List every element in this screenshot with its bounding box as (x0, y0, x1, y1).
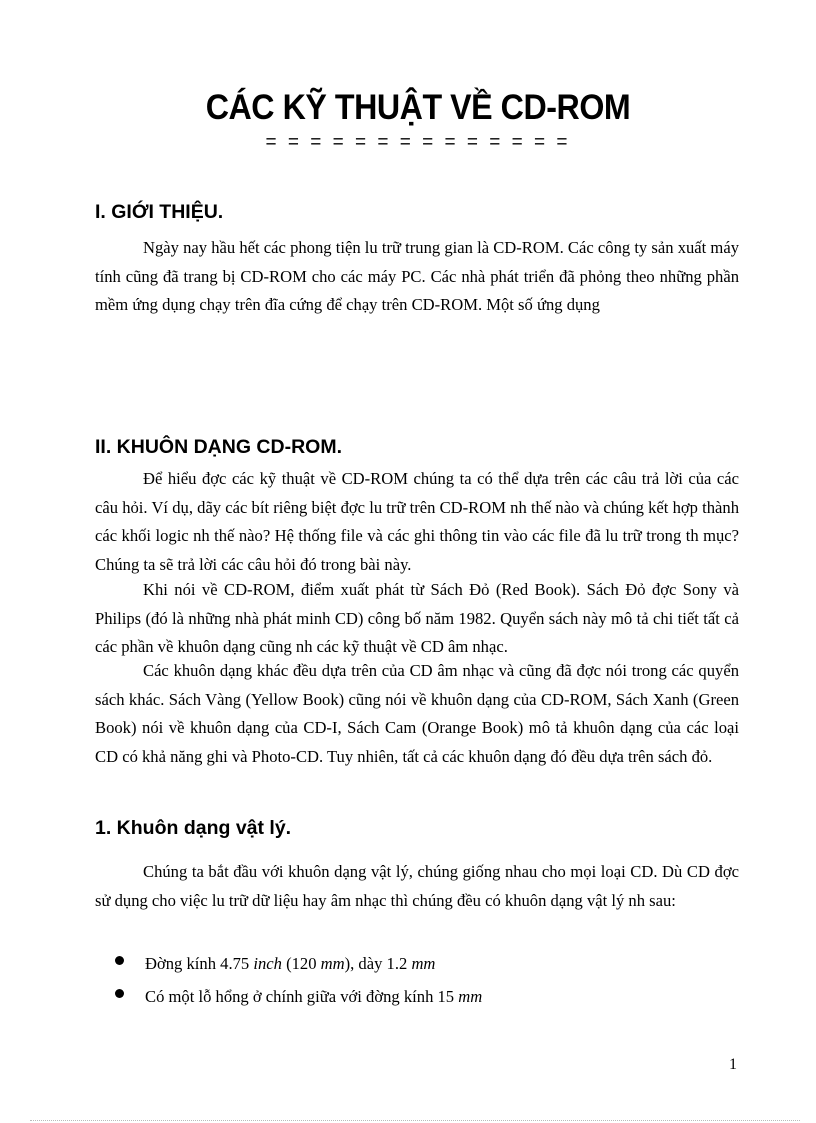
title-underline: = = = = = = = = = = = = = = (265, 132, 571, 153)
page-title: CÁC KỸ THUẬT VỀ CD-ROM (205, 88, 631, 127)
bullet-text: Đờng kính 4.75 inch (120 mm), dày 1.2 mm (145, 954, 436, 973)
paragraph-physical-format: Chúng ta bắt đầu với khuôn dạng vật lý, chúng giống nhau cho mọi loại CD. Dù CD đợc sử dụng cho việc lu trữ dữ liệu hay âm nhạc thì chúng đều có khuôn dạng vật lý nh sau: (95, 862, 739, 910)
bullet-icon (115, 989, 124, 998)
paragraph-format-1: Để hiểu đợc các kỹ thuật về CD-ROM chúng ta có thể dựa trên các câu trả lời của các câu hỏi. Ví dụ, dãy các bít riêng biệt đợc lu trữ trên CD-ROM nh thế nào và chúng kết hợp thành các khối logic nh thế nào? Hệ thống file và các ghi thông tin vào các file đã lu trữ trong th mục? Chúng ta sẽ trả lời các câu hỏi đó trong bài này. (95, 469, 739, 574)
paragraph-introduction: Ngày nay hầu hết các phong tiện lu trữ trung gian là CD-ROM. Các công ty sản xuất máy tính cũng đã trang bị CD-ROM cho các máy PC. Các nhà phát triển đã phỏng theo những phần mềm ứng dụng chạy trên đĩa cứng để chạy trên CD-ROM. Một số ứng dụng (95, 238, 739, 314)
section-heading-cdrom-format: II. KHUÔN DẠNG CD-ROM. (95, 436, 342, 458)
paragraph-format-2: Khi nói về CD-ROM, điểm xuất phát từ Sách Đỏ (Red Book). Sách Đỏ đợc Sony và Philips (đó là những nhà phát minh CD) công bố năm 1982. Quyển sách này mô tả chi tiết tất cả các phần về khuôn dạng cũng nh các kỹ thuật về CD âm nhạc. (95, 580, 739, 656)
page-bottom-border (30, 1120, 800, 1121)
bullet-text: Có một lỗ hổng ở chính giữa với đờng kính 15 mm (145, 987, 483, 1006)
paragraph-format-3: Các khuôn dạng khác đều dựa trên của CD âm nhạc và cũng đã đợc nói trong các quyển sách khác. Sách Vàng (Yellow Book) cũng nói về khuôn dạng của CD-ROM, Sách Xanh (Green Book) nói về khuôn dạng của CD-I, Sách Cam (Orange Book) mô tả khuôn dạng của các loại CD có khả năng ghi và Photo-CD. Tuy nhiên, tất cả các khuôn dạng đó đều dựa trên sách đỏ. (95, 661, 739, 766)
section-heading-introduction: I. GIỚI THIỆU. (95, 201, 224, 223)
subsection-heading-physical-format: 1. Khuôn dạng vật lý. (95, 817, 292, 839)
bullet-icon (115, 956, 124, 965)
page-number: 1 (729, 1056, 737, 1073)
